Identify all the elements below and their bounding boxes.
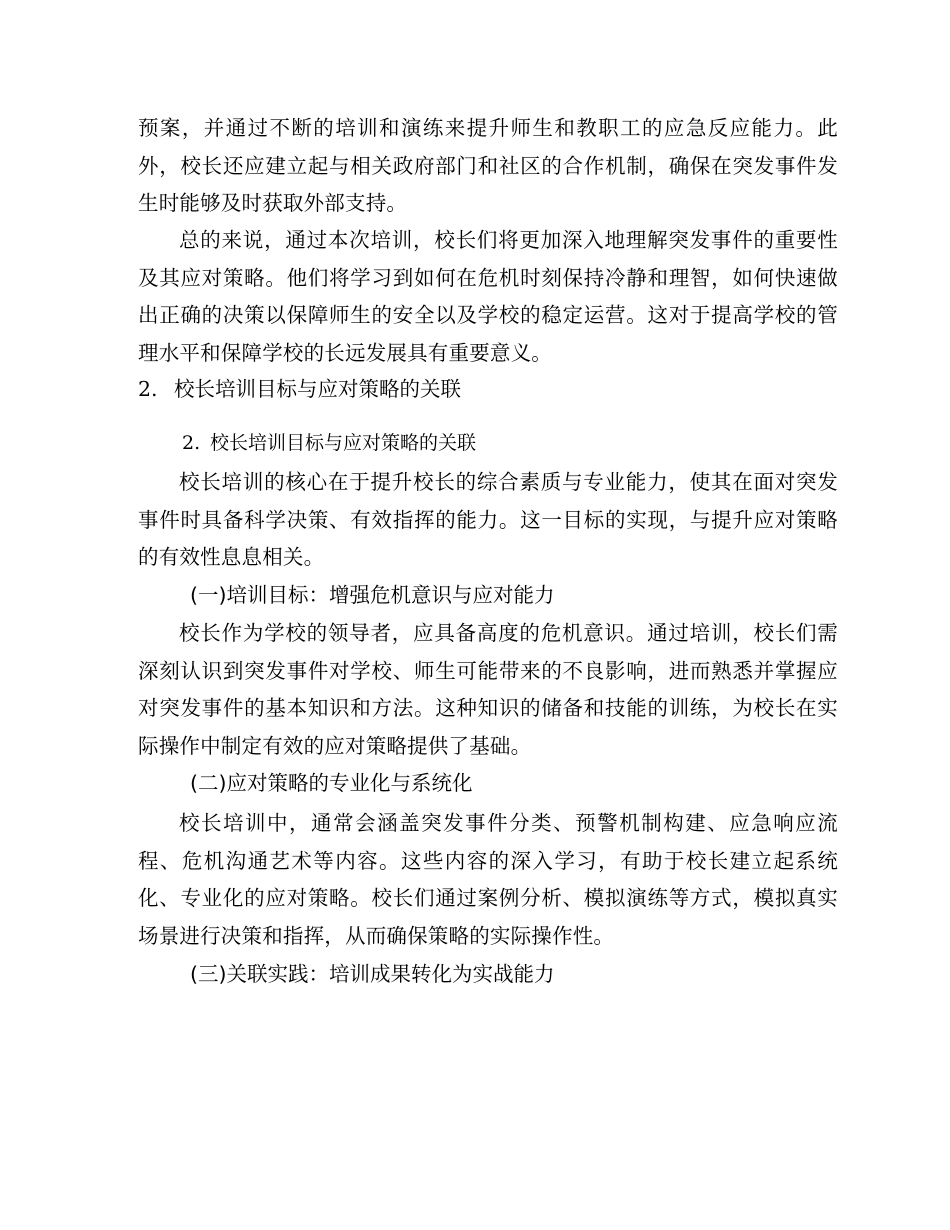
paragraph-crisis-awareness: 校长作为学校的领导者，应具备高度的危机意识。通过培训，校长们需深刻认识到突发事件对学校、师生可能带来的不良影响，进而熟悉并掌握应对突发事件的基本知识和方法。这种知识的储备和技能的训练，为校长在实际操作中制定有效的应对策略提供了基础。 (138, 621, 838, 758)
section-subheading (182, 428, 476, 458)
subheading-practice: (三)关联实践：培训成果转化为实战能力 (190, 962, 555, 986)
paragraph-training-core: 校长培训的核心在于提升校长的综合素质与专业能力，使其在面对突发事件时具备科学决策、有效指挥的能力。这一目标的实现，与提升应对策略的有效性息息相关。 (138, 470, 838, 569)
paragraph-summary: 总的来说，通过本次培训，校长们将更加深入地理解突发事件的重要性及其应对策略。他们将学习到如何在危机时刻保持冷静和理智，如何快速做出正确的决策以保障师生的安全以及学校的稳定运营。这对于提高学校的管理水平和保障学校的长远发展具有重要意义。 (138, 228, 838, 365)
section-sub-number: 2. (182, 432, 201, 454)
section-sub-title: 校长培训目标与应对策略的关联 (210, 432, 477, 454)
subheading-training-goal: (一)培训目标：增强危机意识与应对能力 (190, 583, 555, 607)
section-heading (138, 374, 461, 404)
section-number: 2. (138, 377, 158, 401)
paragraph-training-content: 校长培训中，通常会涵盖突发事件分类、预警机制构建、应急响应流程、危机沟通艺术等内容。这些内容的深入学习，有助于校长建立起系统化、专业化的应对策略。校长们通过案例分析、模拟演练等方式，模拟真实场景进行决策和指挥，从而确保策略的实际操作性。 (138, 811, 838, 948)
subheading-strategy-systematization: (二)应对策略的专业化与系统化 (190, 771, 473, 795)
paragraph-emergency-plan: 预案，并通过不断的培训和演练来提升师生和教职工的应急反应能力。此外，校长还应建立起与相关政府部门和社区的合作机制，确保在突发事件发生时能够及时获取外部支持。 (138, 116, 838, 215)
section-title: 校长培训目标与应对策略的关联 (174, 377, 461, 401)
